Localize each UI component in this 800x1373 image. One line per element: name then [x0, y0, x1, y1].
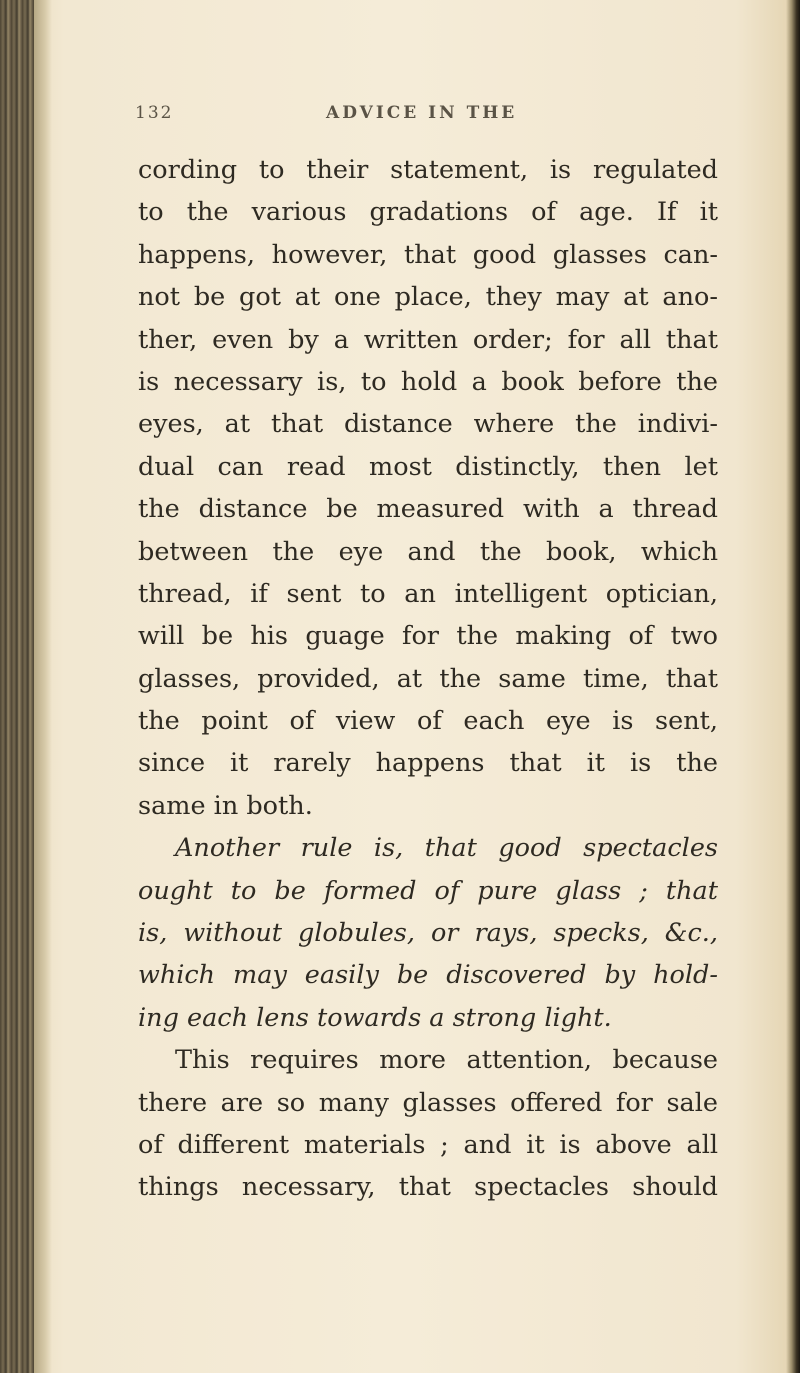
italic-text-line: ing each lens towards a strong light.	[138, 1002, 612, 1033]
book-gutter	[0, 0, 34, 1373]
text-line: since it rarely happens that it is the	[138, 748, 718, 779]
italic-text-line: ought to be formed of pure glass ; that	[138, 875, 718, 906]
text-line: dual can read most distinctly, then let	[138, 451, 718, 482]
italic-text-line: is, without globules, or rays, specks, &c.,	[138, 918, 718, 949]
text-line: ther, even by a written order; for all that	[138, 324, 718, 355]
running-head	[135, 103, 635, 133]
text-line: will be his guage for the making of two	[138, 621, 718, 652]
text-line: cording to their statement, is regulated	[138, 155, 718, 185]
italic-text-line: Another rule is, that good spectacles	[175, 833, 718, 864]
text-line: not be got at one place, they may at ano-	[138, 282, 718, 313]
text-line: the distance be measured with a thread	[138, 494, 718, 525]
page-number: 132	[135, 103, 174, 123]
page-left-shadow	[34, 0, 52, 1373]
text-line: glasses, provided, at the same time, that	[138, 663, 718, 694]
page-right-edge	[786, 0, 800, 1373]
text-line: things necessary, that spectacles should	[138, 1172, 718, 1203]
text-line: to the various gradations of age. If it	[138, 197, 718, 228]
text-line: happens, however, that good glasses can-	[138, 239, 718, 270]
body-text	[138, 149, 718, 1209]
italic-text-line: which may easily be discovered by hold-	[138, 960, 718, 991]
text-line: between the eye and the book, which	[138, 536, 718, 567]
running-title: ADVICE IN THE	[326, 103, 518, 123]
text-line: same in both.	[138, 790, 313, 821]
text-line: thread, if sent to an intelligent optician,	[138, 578, 718, 609]
text-line: the point of view of each eye is sent,	[138, 706, 718, 737]
text-line: there are so many glasses offered for sale	[138, 1087, 718, 1118]
text-line: is necessary is, to hold a book before the	[138, 366, 718, 397]
text-line: This requires more attention, because	[175, 1045, 718, 1076]
text-line: eyes, at that distance where the indivi-	[138, 409, 718, 440]
text-line: of different materials ; and it is above all	[138, 1129, 718, 1160]
